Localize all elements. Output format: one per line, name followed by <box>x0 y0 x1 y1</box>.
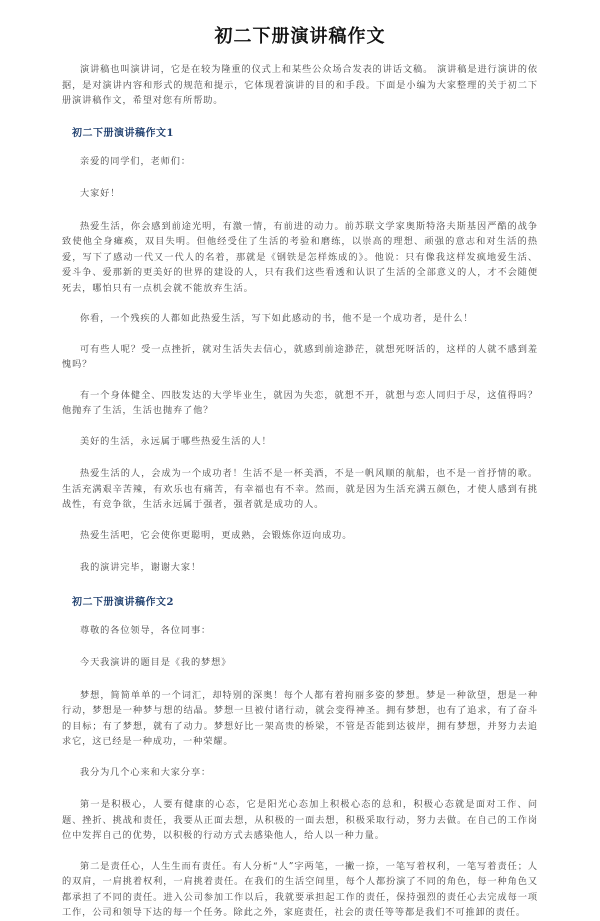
body-paragraph: 你看，一个残疾的人都如此热爱生活，写下如此感动的书，他不是一个成功者，是什么！ <box>80 313 474 324</box>
body-paragraph: 热爱生活的人，会成为一个成功者！生活不是一杯美酒，不是一帆风顺的航船，也不是一首抒情的歌。生活充满艰辛苦辣，有欢乐也有痛苦，有幸福也有不幸。然而，就是因为生活充满五颜色，才使人感到有挑战性，有竞争欲，生活永远属于强者，强者就是成功的人。 <box>62 468 538 510</box>
body-paragraph: 热爱生活，你会感到前途光明，有激一情，有前进的动力。前苏联文学家奥斯特洛夫斯基因严酷的战争致使他全身瘫痪，双目失明。但他经受住了生活的考验和磨练，以崇高的理想、顽强的意志和对生活的热爱，写下了感动一代又一代人的名着，那就是《钢铁是怎样炼成的》。他说：只有像我这样发疯地爱生活、爱斗争、爱那新的更美好的世界的建设的人，只有我们这些看透和认识了生活的全部意义的人，才不会随便死去，哪怕只有一点机会就不能放弃生活。 <box>62 220 538 294</box>
section-heading: 初二下册演讲稿作文2 <box>72 596 174 608</box>
intro-paragraph: 演讲稿也叫演讲词，它是在较为隆重的仪式上和某些公众场合发表的讲话文稿。 演讲稿是进行演讲的依据，是对演讲内容和形式的规范和提示，它体现着演讲的目的和手段。下面是小编为大家整理的关于初二下册演讲稿作文，希望对您有所帮助。 <box>62 64 538 106</box>
body-paragraph: 热爱生活吧，它会使你更聪明，更成熟，会锻炼你迈向成功。 <box>80 529 353 541</box>
body-paragraph: 我分为几个心来和大家分享： <box>80 766 212 778</box>
body-paragraph: 梦想，简简单单的一个词汇，却特别的深奥！每个人都有着拘丽多姿的梦想。梦是一种欲望，想是一种行动，梦想是一种梦与想的结晶。梦想一旦被付诸行动，就会变得神圣。拥有梦想，也有了追求，有了奋斗的目标；有了梦想，就有了动力。梦想好比一架高贵的桥梁，不管是否能到达彼岸，拥有梦想，并努力去追求它，这已经是一种成功，一种荣耀。 <box>62 689 538 747</box>
body-paragraph: 可有些人呢？受一点挫折，就对生活失去信心，就感到前途渺茫，就想死呀活的，这样的人就不感到羞愧吗？ <box>62 343 538 370</box>
body-paragraph: 有一个身体健全、四肢发达的大学毕业生，就因为失恋，就想不开，就想与恋人同归于尽，这值得吗？他抛弃了生活，生活也抛弃了他？ <box>62 389 538 416</box>
document-title: 初二下册演讲稿作文 <box>214 26 386 47</box>
section-heading: 初二下册演讲稿作文1 <box>72 127 174 139</box>
salutation: 尊敬的各位领导，各位同事： <box>80 624 212 636</box>
body-paragraph: 美好的生活，永远属于哪些热爱生活的人！ <box>80 435 272 447</box>
greeting: 大家好！ <box>80 188 121 199</box>
body-paragraph: 第一是积极心，人要有健康的心态，它是阳光心态加上积极心态的总和，积极心态就是面对工作、问题、挫折、挑战和责任，我要从正面去想，从积极的一面去想，积极采取行动，努力去做。在自己的工作岗位中发挥自己的优势，以积极的行动方式去感染他人，给人以一种力量。 <box>62 799 538 841</box>
closing-line: 我的演讲完毕，谢谢大家！ <box>80 562 202 573</box>
speech-topic: 今天我演讲的题目是《我的梦想》 <box>80 657 232 668</box>
salutation: 亲爱的同学们，老师们： <box>80 155 191 167</box>
body-paragraph: 第二是责任心，人生生而有责任。有人分析“人”字两笔，一撇一捺，一笔写着权利，一笔写着责任；人的双肩，一肩挑着权利，一肩挑着责任。在我们的生活空间里，每个人都扮演了不同的角色，每一种角色又都承担了不同的责任。进入公司参加工作以后，我就要承担起工作的责任，保持强烈的责任心去完成每一项工作，公司和领导下达的每一个任务。除此之外，家庭责任，社会的责任等等都是我们不可推卸的责任。 <box>62 860 538 918</box>
